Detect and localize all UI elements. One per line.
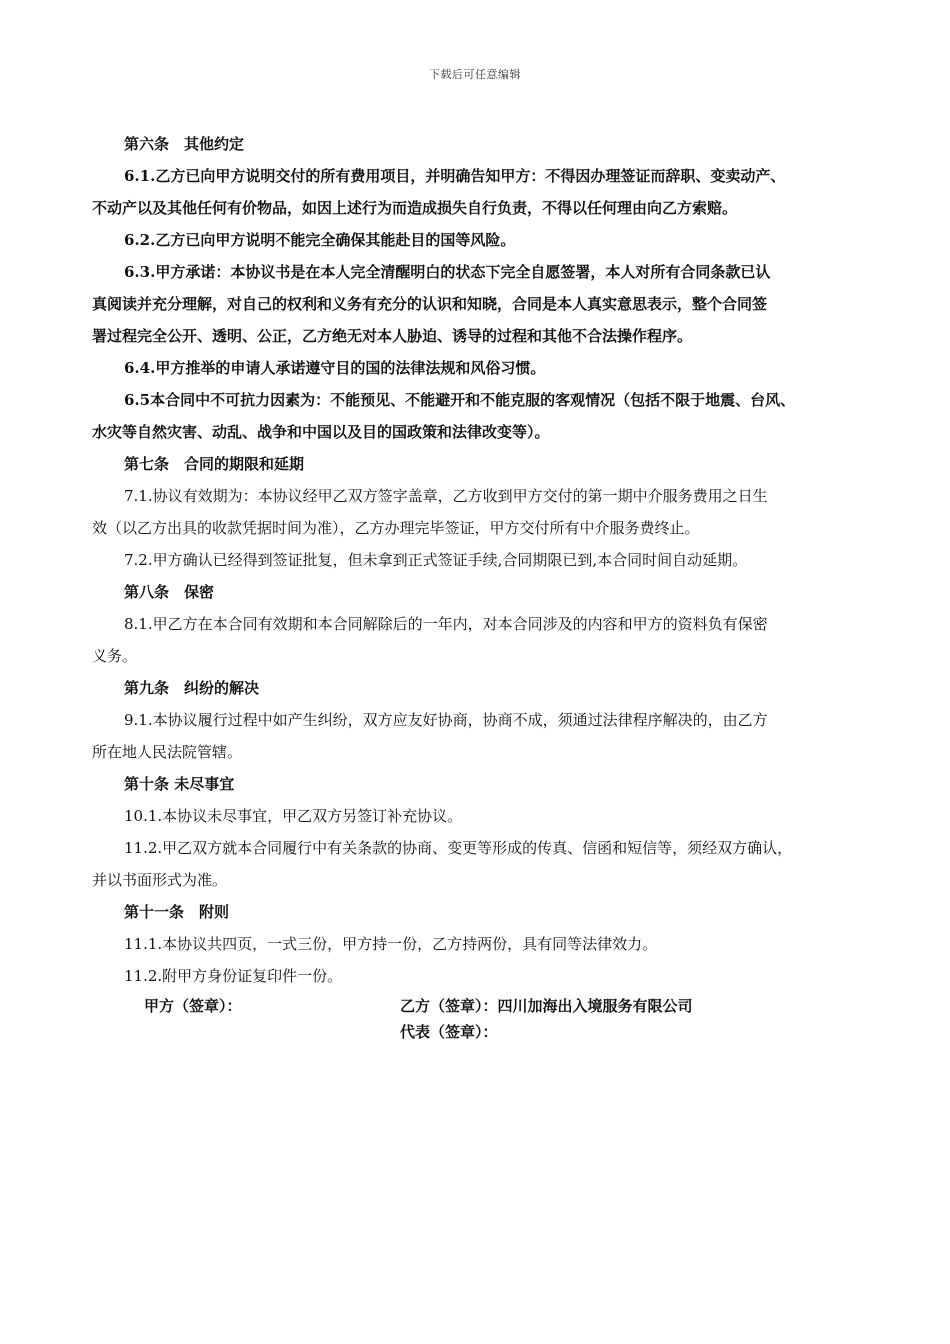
section-6-title: 第六条 其他约定 xyxy=(124,135,245,153)
clause-6-5-line-1: 6.5本合同中不可抗力因素为：不能预见、不能避开和不能克服的客观情况（包括不限于地震、台风、 xyxy=(124,391,796,409)
section-7-title: 第七条 合同的期限和延期 xyxy=(124,455,305,473)
clause-6-3-line-3: 署过程完全公开、透明、公正，乙方绝无对本人胁迫、诱导的过程和其他不合法操作程序。 xyxy=(92,327,693,345)
document-body xyxy=(92,128,872,992)
clause-6-5-line-2: 水灾等自然灾害、动乱、战争和中国以及目的国政策和法律改变等）。 xyxy=(92,423,550,441)
page-header-note: 下载后可任意编辑 xyxy=(429,68,521,81)
clause-11-1: 11.1.本协议共四页，一式三份，甲方持一份，乙方持两份，具有同等法律效力。 xyxy=(124,935,658,953)
clause-11-2-line-1: 11.2.甲乙双方就本合同履行中有关条款的协商、变更等形成的传真、信函和短信等，须经双方确认， xyxy=(124,839,793,857)
section-9-title: 第九条 纠纷的解决 xyxy=(124,679,260,697)
clause-8-1-line-2: 义务。 xyxy=(92,647,138,665)
clause-6-1-line-1: 6.1.乙方已向甲方说明交付的所有费用项目，并明确告知甲方：不得因办理签证而辞职、变卖动产、 xyxy=(124,167,786,185)
clause-6-2: 6.2.乙方已向甲方说明不能完全确保其能赴目的国等风险。 xyxy=(124,231,516,249)
clause-6-3-line-1: 6.3.甲方承诺：本协议书是在本人完全清醒明白的状态下完全自愿签署，本人对所有合同条款已认 xyxy=(124,263,771,281)
clause-7-1-line-1: 7.1.协议有效期为：本协议经甲乙双方签字盖章，乙方收到甲方交付的第一期中介服务费用之日生 xyxy=(124,487,768,505)
section-10-title: 第十条 未尽事宜 xyxy=(124,775,235,793)
section-11-title: 第十一条 附则 xyxy=(124,903,230,921)
party-b-signature: 乙方（签章）：四川加海出入境服务有限公司 xyxy=(400,997,693,1015)
clause-7-2: 7.2.甲方确认已经得到签证批复，但未拿到正式签证手续,合同期限已到,本合同时间自动延期。 xyxy=(124,551,748,569)
clause-9-1-line-1: 9.1.本协议履行过程中如产生纠纷，双方应友好协商，协商不成，须通过法律程序解决的，由乙方 xyxy=(124,711,768,729)
clause-6-3-line-2: 真阅读并充分理解，对自己的权利和义务有充分的认识和知晓，合同是本人真实意思表示，整个合同签 xyxy=(92,295,768,313)
representative-signature: 代表（签章）： xyxy=(400,1023,498,1041)
clause-6-1-line-2: 不动产以及其他任何有价物品，如因上述行为而造成损失自行负责，不得以任何理由向乙方索赔。 xyxy=(92,199,738,217)
clause-7-1-line-2: 效（以乙方出具的收款凭据时间为准），乙方办理完毕签证，甲方交付所有中介服务费终止。 xyxy=(92,519,700,537)
clause-10-1: 10.1.本协议未尽事宜，甲乙双方另签订补充协议。 xyxy=(124,807,463,825)
clause-11-2-line-2: 并以书面形式为准。 xyxy=(92,871,228,889)
party-a-signature: 甲方（签章）： xyxy=(144,997,242,1015)
clause-8-1-line-1: 8.1.甲乙方在本合同有效期和本合同解除后的一年内，对本合同涉及的内容和甲方的资料负有保密 xyxy=(124,615,768,633)
clause-11-2-attachment: 11.2.附甲方身份证复印件一份。 xyxy=(124,967,343,985)
clause-6-4: 6.4.甲方推举的申请人承诺遵守目的国的法律法规和风俗习惯。 xyxy=(124,359,546,377)
section-8-title: 第八条 保密 xyxy=(124,583,215,601)
clause-9-1-line-2: 所在地人民法院管辖。 xyxy=(92,743,243,761)
